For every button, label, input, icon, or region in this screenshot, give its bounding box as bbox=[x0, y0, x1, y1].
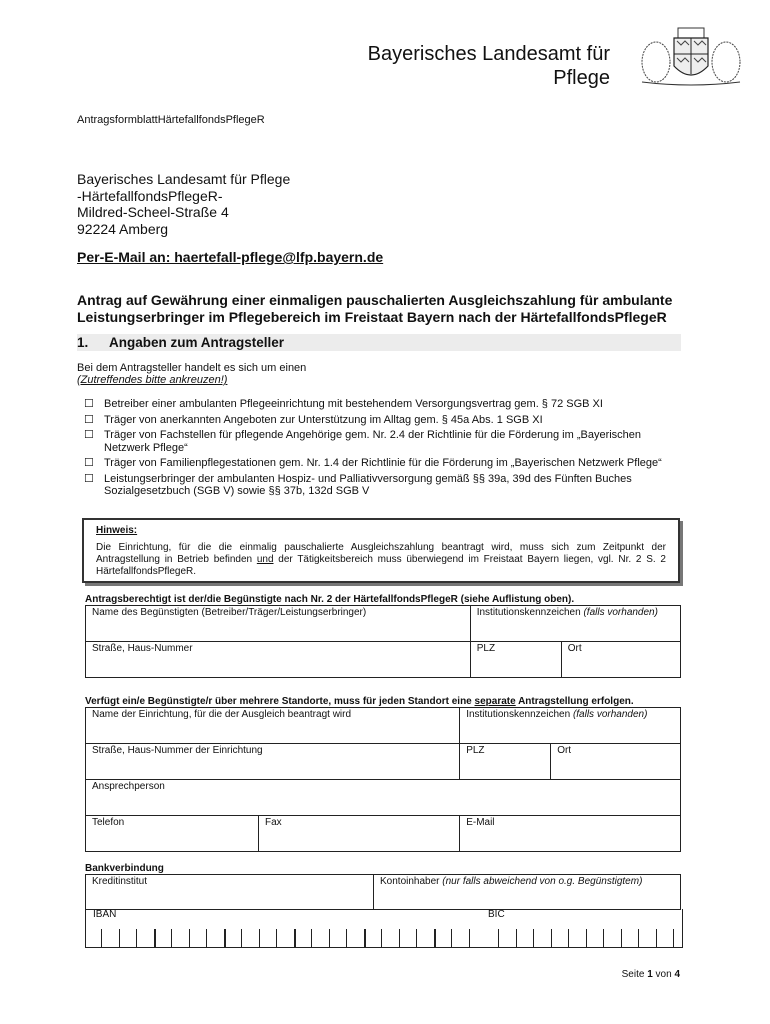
fax-field[interactable] bbox=[259, 816, 460, 852]
option-label: Träger von anerkannten Angeboten zur Unterstützung im Alltag gem. § 45a Abs. 1 SGB XI bbox=[104, 413, 543, 426]
field-label: Fax bbox=[265, 817, 282, 828]
phone-field[interactable] bbox=[86, 816, 259, 852]
bank-institute-field[interactable] bbox=[86, 875, 374, 910]
footer-mid: von bbox=[652, 969, 675, 980]
option-item[interactable] bbox=[84, 457, 684, 470]
agency-line-1: Bayerisches Landesamt für bbox=[367, 43, 610, 65]
char-box-divider bbox=[136, 929, 137, 947]
char-box-divider bbox=[346, 929, 347, 947]
agency-line-2: Pflege bbox=[553, 67, 610, 89]
char-box-divider bbox=[434, 929, 436, 947]
char-box-divider bbox=[224, 929, 226, 947]
field-label: Name des Begünstigten (Betreiber/Träger/Leistungserbringer) bbox=[92, 607, 367, 618]
option-label: Betreiber einer ambulanten Pflegeeinrichtung mit bestehendem Versorgungsvertrag gem. § 72 SGB XI bbox=[104, 398, 603, 410]
facility-heading bbox=[85, 696, 634, 707]
char-box-divider bbox=[206, 929, 207, 947]
char-box-divider bbox=[586, 929, 587, 947]
address-line-4: 92224 Amberg bbox=[77, 220, 169, 237]
char-box-divider bbox=[656, 929, 657, 947]
field-label: PLZ bbox=[466, 745, 485, 756]
checkbox-icon[interactable]: ☐ bbox=[84, 413, 94, 426]
field-label: Kreditinstitut bbox=[92, 876, 148, 887]
section-number: 1. bbox=[77, 335, 89, 350]
option-item[interactable] bbox=[84, 473, 684, 498]
char-box-divider bbox=[621, 929, 622, 947]
char-box-divider bbox=[638, 929, 639, 947]
char-box-divider bbox=[154, 929, 156, 947]
field-label: Straße, Haus-Nummer bbox=[92, 643, 193, 654]
field-label: Ansprechperson bbox=[92, 781, 165, 792]
char-box-divider bbox=[399, 929, 400, 947]
beneficiary-ort-field[interactable] bbox=[561, 642, 680, 678]
field-label: Straße, Haus-Nummer der Einrichtung bbox=[92, 745, 263, 756]
char-box-divider bbox=[673, 929, 674, 947]
field-label: Ort bbox=[557, 745, 572, 756]
address-line-2: -HärtefallfondsPflegeR- bbox=[77, 187, 223, 204]
option-label: Träger von Familienpflegestationen gem. Nr. 1.4 der Richtlinie für die Förderung im „Bayerischen Netzwerk Pflege“ bbox=[104, 457, 662, 469]
char-box-divider bbox=[381, 929, 382, 947]
option-item[interactable] bbox=[84, 429, 684, 454]
field-note: (falls vorhanden) bbox=[583, 607, 658, 618]
option-label: Leistungserbringer der ambulanten Hospiz- und Palliativversorgung gemäß §§ 39a, 39d des Fünften Buches Sozialgesetzbuch (SGB V) sowie §§ 37b, 132d SGB V bbox=[104, 472, 632, 497]
facility-plz-field[interactable] bbox=[460, 744, 551, 780]
char-box-divider bbox=[189, 929, 190, 947]
char-box-divider bbox=[551, 929, 552, 947]
form-title: AntragsformblattHärtefallfondsPflegeR bbox=[77, 114, 265, 126]
account-holder-field[interactable] bbox=[374, 875, 681, 910]
section-header bbox=[77, 334, 681, 351]
char-box-divider bbox=[364, 929, 366, 947]
char-box-divider bbox=[603, 929, 604, 947]
char-box-divider bbox=[241, 929, 242, 947]
option-item[interactable] bbox=[84, 414, 684, 427]
hint-text-part: der Tätigkeitsbereich muss überwiegend im Freistaat Bayern liegen, vgl. Nr. 2 S. 2 HärtefallfondsPflegeR. bbox=[96, 554, 666, 577]
char-box-divider bbox=[329, 929, 330, 947]
field-note: (falls vorhanden) bbox=[572, 709, 648, 720]
char-box-divider bbox=[498, 929, 499, 947]
char-box-divider bbox=[119, 929, 120, 947]
page-number: 1 bbox=[647, 969, 653, 980]
hint-box bbox=[82, 518, 680, 583]
facility-ik-field[interactable] bbox=[460, 708, 681, 744]
field-label: Name der Einrichtung, für die der Ausgleich beantragt wird bbox=[92, 709, 352, 720]
facility-street-field[interactable] bbox=[86, 744, 460, 780]
field-label: Institutionskennzeichen bbox=[466, 709, 571, 720]
facility-name-field[interactable] bbox=[86, 708, 460, 744]
address-line-3: Mildred-Scheel-Straße 4 bbox=[77, 204, 229, 220]
field-label: Kontoinhaber bbox=[380, 876, 440, 887]
application-title: Antrag auf Gewährung einer einmaligen pauschalierten Ausgleichszahlung für ambulante Leistungserbringer im Pflegebereich im Freistaat Bayern nach der HärtefallfondsPflegeR bbox=[77, 292, 673, 325]
char-box-divider bbox=[101, 929, 102, 947]
applicant-type-options bbox=[84, 398, 684, 501]
checkbox-icon[interactable]: ☐ bbox=[84, 472, 94, 485]
char-box-divider bbox=[259, 929, 260, 947]
intro-note: (Zutreffendes bitte ankreuzen!) bbox=[77, 374, 228, 386]
address-line-1: Bayerisches Landesamt für Pflege bbox=[77, 171, 291, 187]
char-box-divider bbox=[469, 929, 470, 947]
page-footer bbox=[622, 969, 680, 980]
char-box-divider bbox=[171, 929, 172, 947]
recipient-address bbox=[77, 171, 290, 237]
intro-text: Bei dem Antragsteller handelt es sich um einen bbox=[77, 362, 307, 374]
hint-emphasis: und bbox=[256, 554, 274, 565]
checkbox-icon[interactable]: ☐ bbox=[84, 429, 94, 441]
option-label: Träger von Fachstellen für pflegende Angehörige gem. Nr. 2.4 der Richtlinie für die Förderung im „Bayerischen Netzwerk Pflege“ bbox=[104, 429, 642, 454]
hint-text-part: Die Einrichtung, für die die einmalig pauschalierte Ausgleichszahlung beantragt wird, muss sich zum Zeitpunkt der Antragstellung in Betrieb befinden bbox=[96, 542, 666, 565]
email-field[interactable] bbox=[460, 816, 681, 852]
beneficiary-ik-field[interactable] bbox=[470, 606, 680, 642]
char-box-divider bbox=[516, 929, 517, 947]
applicant-intro bbox=[77, 362, 306, 386]
email-instruction: Per-E-Mail an: haertefall-pflege@lfp.bayern.de bbox=[77, 249, 384, 265]
checkbox-icon[interactable]: ☐ bbox=[84, 398, 94, 410]
char-box-divider bbox=[533, 929, 534, 947]
iban-bic-field[interactable] bbox=[85, 909, 683, 948]
agency-name bbox=[310, 42, 610, 90]
hint-text bbox=[96, 542, 666, 578]
heading-emphasis: separate bbox=[474, 696, 516, 707]
option-item[interactable] bbox=[84, 398, 684, 411]
char-box-divider bbox=[416, 929, 417, 947]
bic-label: BIC bbox=[488, 909, 505, 920]
beneficiary-plz-field[interactable] bbox=[470, 642, 561, 678]
bank-heading: Bankverbindung bbox=[85, 863, 164, 874]
contact-person-field[interactable] bbox=[86, 780, 681, 816]
page-total: 4 bbox=[674, 969, 680, 980]
heading-part: Verfügt ein/e Begünstigte/r über mehrere Standorte, muss für jeden Standort eine bbox=[85, 696, 475, 707]
char-box-divider bbox=[451, 929, 452, 947]
footer-prefix: Seite bbox=[621, 969, 648, 980]
facility-ort-field[interactable] bbox=[551, 744, 681, 780]
char-box-divider bbox=[276, 929, 277, 947]
bank-table bbox=[85, 874, 681, 910]
heading-part: Antragstellung erfolgen. bbox=[515, 696, 634, 707]
beneficiary-table bbox=[85, 605, 681, 678]
field-note: (nur falls abweichend von o.g. Begünstigtem) bbox=[442, 876, 643, 887]
hint-heading: Hinweis: bbox=[96, 525, 138, 536]
checkbox-icon[interactable]: ☐ bbox=[84, 457, 94, 469]
field-label: Institutionskennzeichen bbox=[476, 607, 581, 618]
bavarian-coat-of-arms-icon bbox=[638, 26, 744, 86]
char-box-divider bbox=[294, 929, 296, 947]
iban-label: IBAN bbox=[93, 909, 117, 920]
beneficiary-street-field[interactable] bbox=[86, 642, 471, 678]
beneficiary-heading: Antragsberechtigt ist der/die Begünstigte nach Nr. 2 der HärtefallfondsPflegeR (siehe Auflistung oben). bbox=[85, 594, 575, 605]
facility-table bbox=[85, 707, 681, 852]
field-label: Telefon bbox=[92, 817, 125, 828]
field-label: Ort bbox=[567, 643, 582, 654]
char-box-divider bbox=[568, 929, 569, 947]
char-box-divider bbox=[311, 929, 312, 947]
field-label: PLZ bbox=[476, 643, 496, 654]
section-title: Angaben zum Antragsteller bbox=[109, 335, 285, 350]
beneficiary-name-field[interactable] bbox=[86, 606, 471, 642]
field-label: E-Mail bbox=[466, 817, 495, 828]
